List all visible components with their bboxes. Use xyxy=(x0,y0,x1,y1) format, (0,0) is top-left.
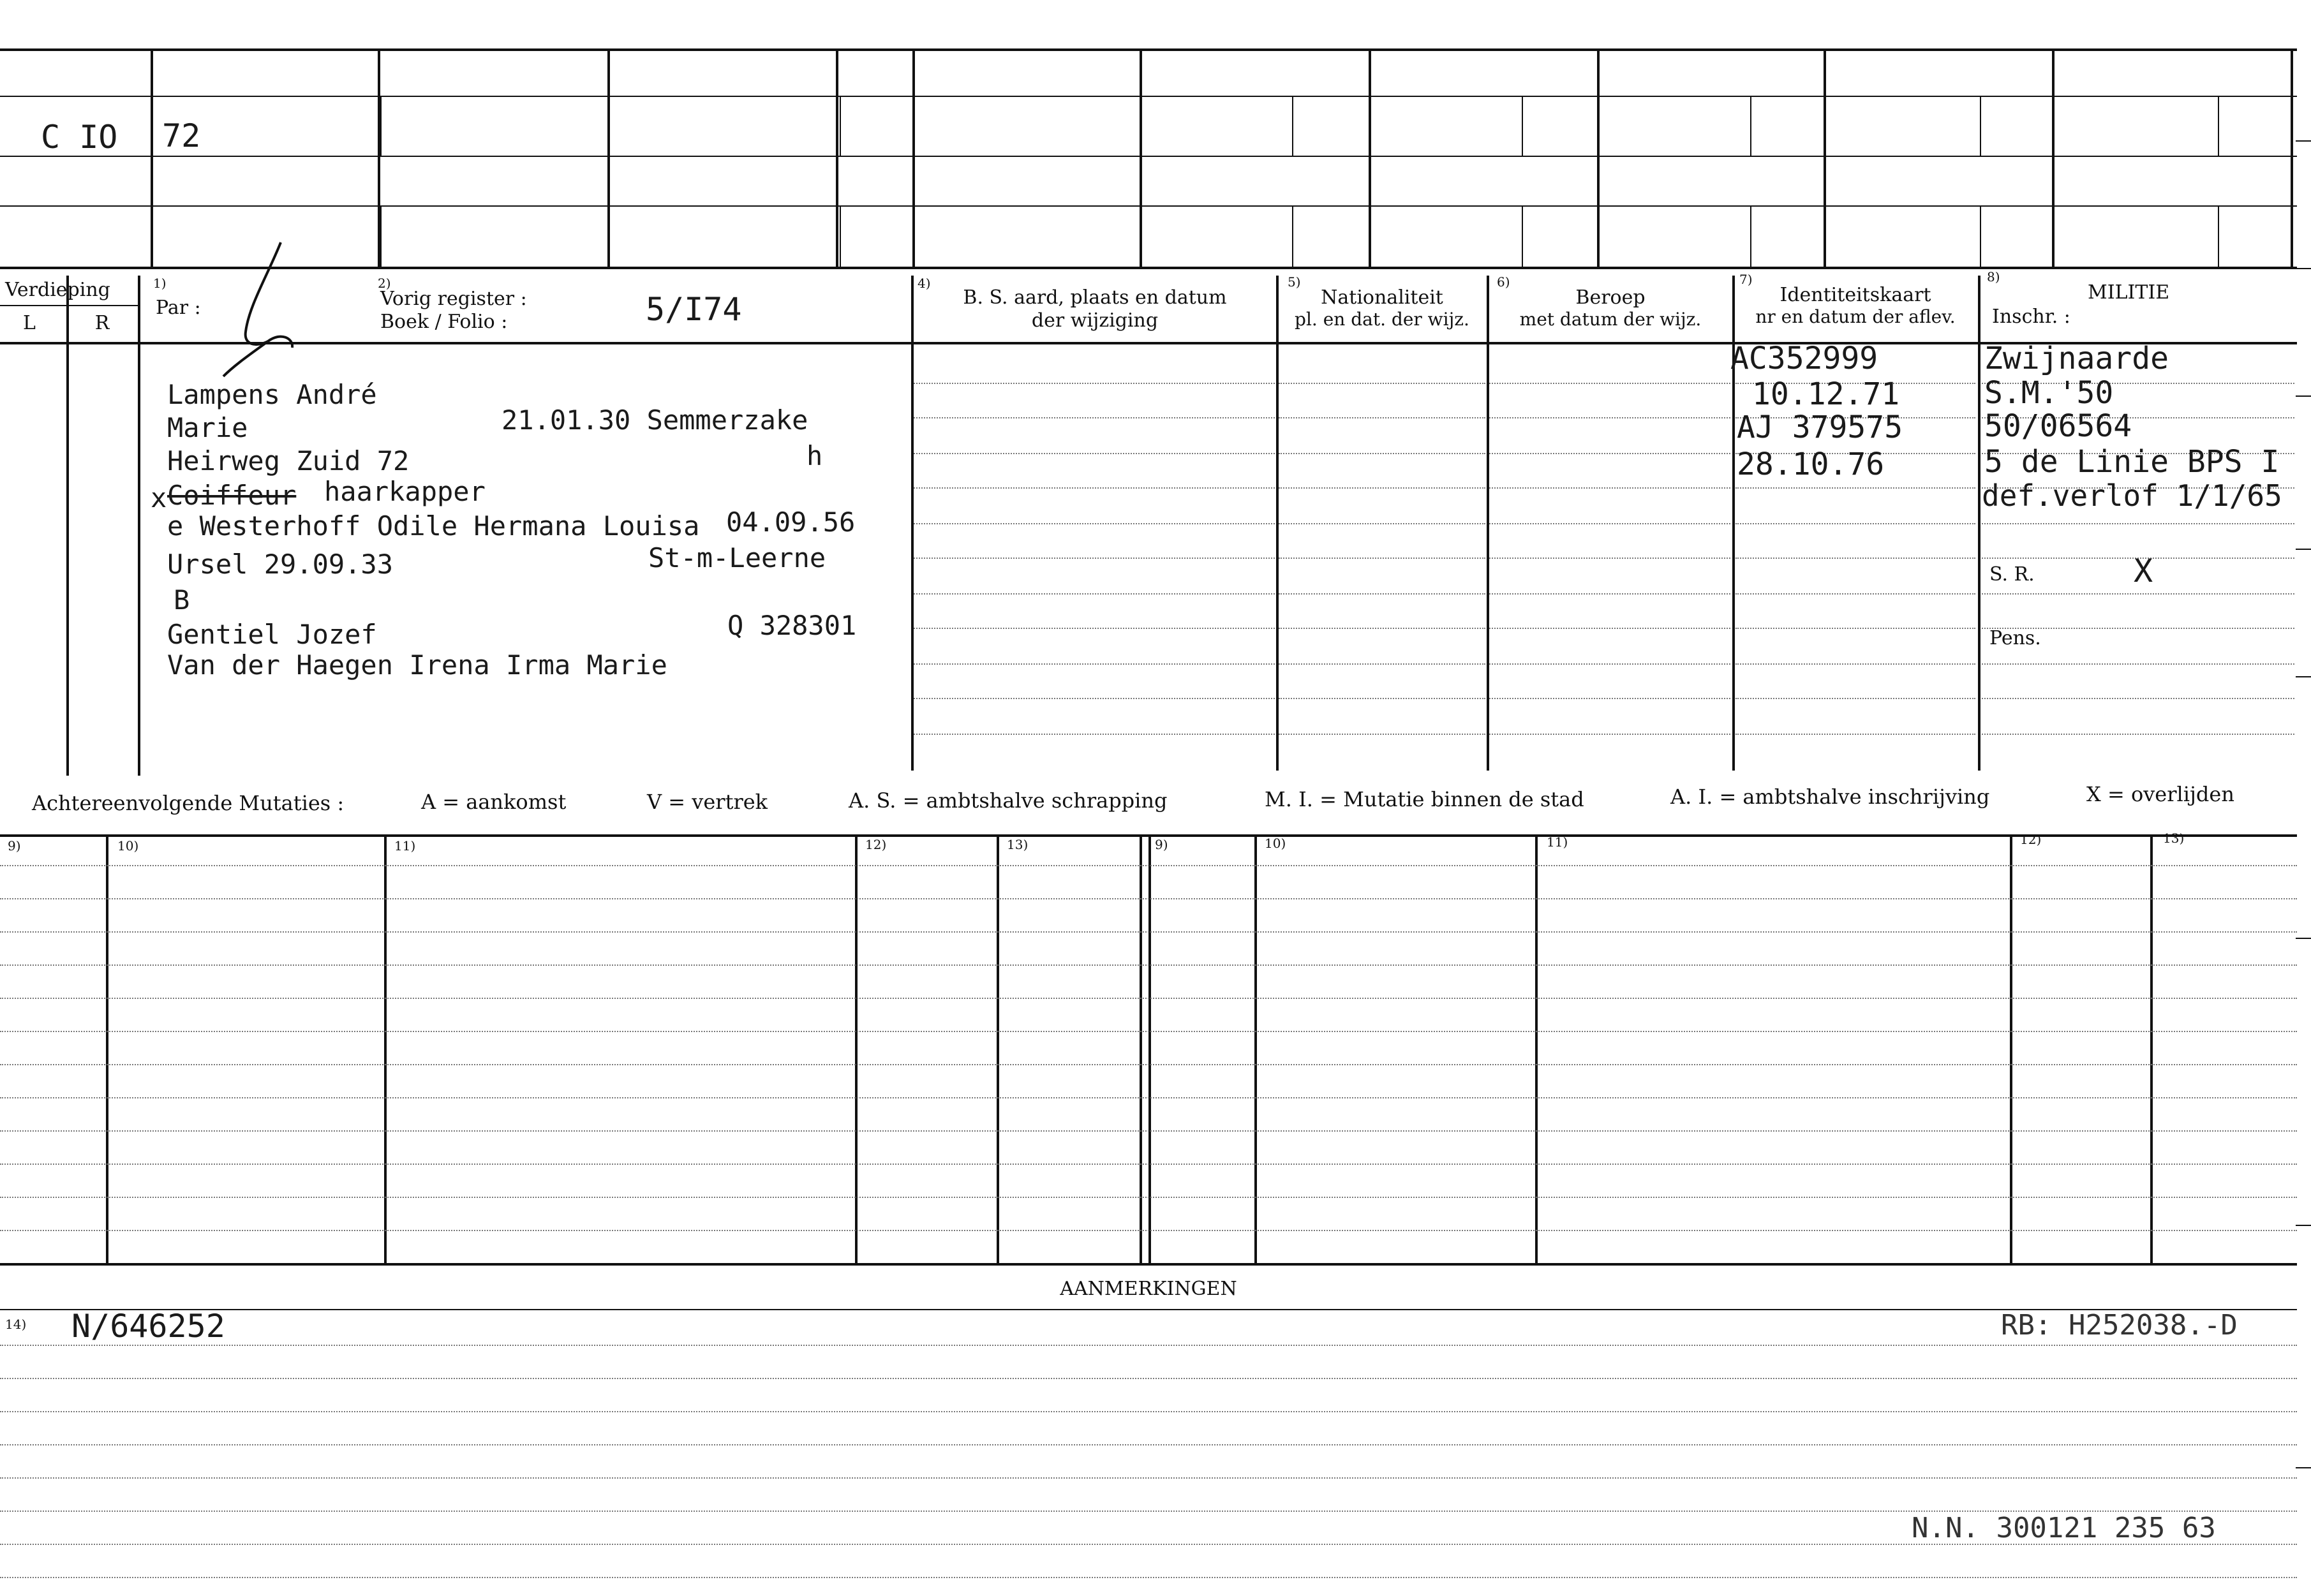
col7-line1: Identiteitskaart xyxy=(1780,284,1931,306)
pen-mark-icon xyxy=(217,236,319,383)
militie-pens-label: Pens. xyxy=(1989,627,2041,649)
person-b-mark: B xyxy=(174,584,190,616)
aanmerkingen-rb: RB: H252038.-D xyxy=(2001,1309,2238,1341)
mut-col13-a: 13) xyxy=(1007,837,1029,852)
person-mother: Van der Haegen Irena Irma Marie xyxy=(167,649,667,681)
militie-sm: S.M.'50 xyxy=(1984,375,2114,411)
mut-col12-b: 12) xyxy=(2020,832,2042,847)
militie-place: Zwijnaarde xyxy=(1984,341,2169,376)
aanmerkingen-num: 14) xyxy=(5,1317,27,1332)
col2-value: 5/I74 xyxy=(646,291,742,328)
verdieping-l: L xyxy=(23,312,36,334)
col6-line1: Beroep xyxy=(1575,286,1646,309)
person-profession-struck: Coiffeur xyxy=(167,480,297,511)
mutaties-ai: A. I. = ambtshalve inschrijving xyxy=(1670,785,1990,809)
col5-num: 5) xyxy=(1288,274,1301,290)
col5-line1: Nationaliteit xyxy=(1321,286,1443,309)
aanmerkingen-title: AANMERKINGEN xyxy=(1060,1278,1237,1300)
person-code-q: Q 328301 xyxy=(727,610,857,641)
col6-line2: met datum der wijz. xyxy=(1519,309,1702,330)
identity-card2: AJ 379575 xyxy=(1737,410,1903,445)
col4-line1: B. S. aard, plaats en datum xyxy=(963,286,1227,309)
person-marriage-place: St-m-Leerne xyxy=(648,542,826,573)
col1-label: Par : xyxy=(156,297,201,319)
header-number: 72 xyxy=(162,117,201,154)
mut-col10-b: 10) xyxy=(1265,836,1286,851)
mut-col11-a: 11) xyxy=(394,838,416,853)
militie-title: MILITIE xyxy=(2088,281,2170,304)
person-spouse: e Westerhoff Odile Hermana Louisa xyxy=(167,510,700,542)
mut-col12-a: 12) xyxy=(865,837,887,852)
militie-unit: 5 de Linie BPS I xyxy=(1984,444,2280,480)
identity-card1: AC352999 xyxy=(1730,341,1878,376)
mutaties-v: V = vertrek xyxy=(647,790,768,814)
col1-num: 1) xyxy=(153,276,167,291)
mutaties-a: A = aankomst xyxy=(421,790,567,814)
col7-line2: nr en datum der aflev. xyxy=(1755,306,1956,327)
aanmerkingen-nn: N.N. 300121 235 63 xyxy=(1912,1512,2216,1544)
aanmerkingen-value1: N/646252 xyxy=(71,1308,225,1345)
col8-num: 8) xyxy=(1987,269,2000,284)
mutaties-title: Achtereenvolgende Mutaties : xyxy=(32,791,345,815)
mut-col9-b: 9) xyxy=(1155,837,1168,852)
verdieping-header: Verdieping xyxy=(5,279,110,301)
col4-line2: der wijziging xyxy=(1031,309,1159,332)
militie-number: 50/06564 xyxy=(1984,408,2132,444)
verdieping-r: R xyxy=(94,312,110,334)
identity-date1: 10.12.71 xyxy=(1752,376,1900,412)
mutaties-x: X = overlijden xyxy=(2086,782,2234,806)
person-h-mark: h xyxy=(806,440,823,471)
col2-num: 2) xyxy=(378,276,391,291)
col2-boek: Boek / Folio : xyxy=(380,311,508,333)
person-marriage-date: 04.09.56 xyxy=(726,506,856,538)
militie-inschr: Inschr. : xyxy=(1992,306,2070,328)
mut-col11-b: 11) xyxy=(1547,834,1568,850)
militie-sr-label: S. R. xyxy=(1989,563,2035,586)
col4-num: 4) xyxy=(918,276,931,291)
identity-date2: 28.10.76 xyxy=(1737,447,1885,482)
mut-col10-a: 10) xyxy=(117,838,139,853)
col6-num: 6) xyxy=(1497,274,1510,290)
mutaties-as: A. S. = ambtshalve schrapping xyxy=(849,788,1168,813)
militie-verlof: def.verlof 1/1/65 xyxy=(1982,478,2282,513)
header-code: C IO xyxy=(41,119,118,156)
person-profession: haarkapper xyxy=(324,476,486,507)
militie-sr-mark: X xyxy=(2134,552,2153,589)
person-birth: 21.01.30 Semmerzake xyxy=(502,404,808,436)
mut-col9-a: 9) xyxy=(8,838,21,853)
person-profession-prefix: x xyxy=(151,482,167,514)
col5-line2: pl. en dat. der wijz. xyxy=(1295,309,1469,330)
person-address: Heirweg Zuid 72 xyxy=(167,445,410,477)
person-name: Lampens André xyxy=(167,379,377,410)
col7-num: 7) xyxy=(1739,272,1753,287)
mut-col13-b: 13) xyxy=(2163,831,2185,846)
person-spouse-birth: Ursel 29.09.33 xyxy=(167,549,394,580)
col2-vorig: Vorig register : xyxy=(380,288,527,310)
person-first-name: Marie xyxy=(167,412,248,443)
person-father: Gentiel Jozef xyxy=(167,619,377,650)
mutaties-mi: M. I. = Mutatie binnen de stad xyxy=(1265,787,1584,811)
